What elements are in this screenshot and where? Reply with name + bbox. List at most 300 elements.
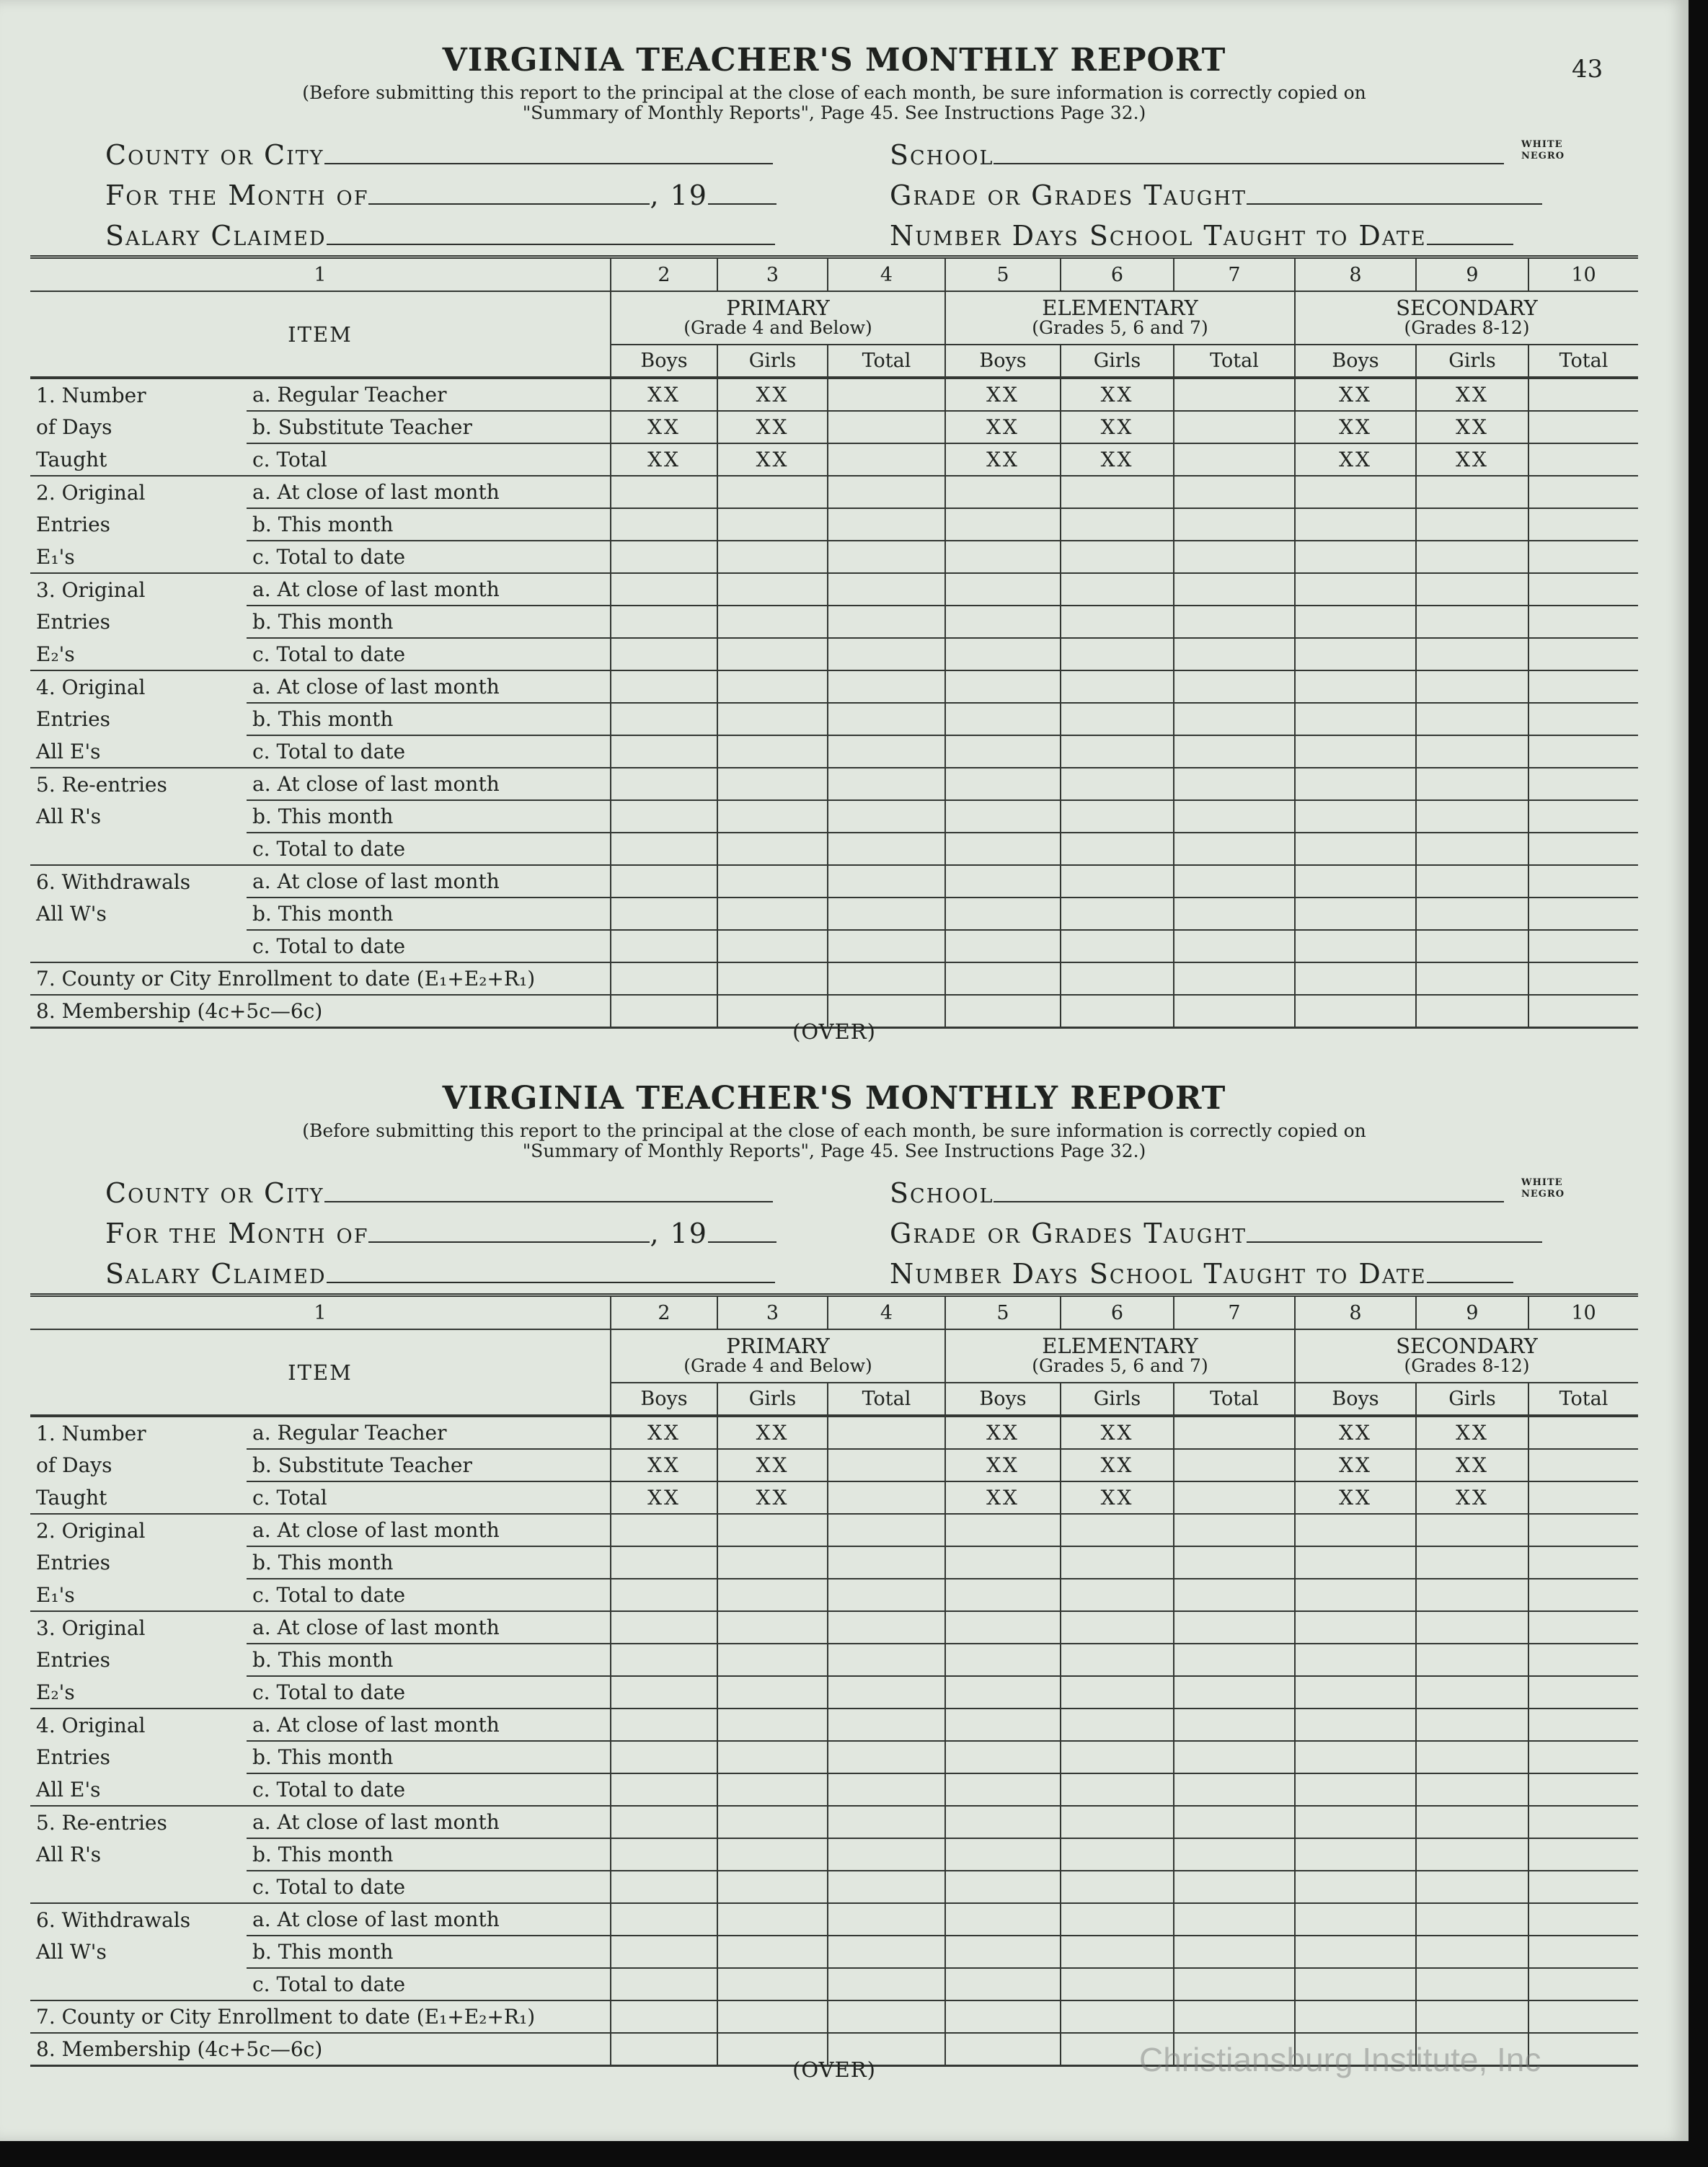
- cell-r2a-elementary-boys[interactable]: [945, 476, 1061, 508]
- cell-r5a-primary-total[interactable]: [828, 1806, 945, 1838]
- cell-r5b-secondary-girls[interactable]: [1416, 800, 1528, 833]
- cell-r6b-elementary-boys[interactable]: [945, 1936, 1061, 1968]
- cell-r6b-secondary-girls[interactable]: [1416, 1936, 1528, 1968]
- cell-r5b-primary-girls[interactable]: [717, 1838, 828, 1871]
- cell-r5a-primary-total[interactable]: [828, 768, 945, 800]
- cell-r2b-primary-boys[interactable]: [611, 508, 717, 541]
- cell-r4c-elementary-girls[interactable]: [1061, 735, 1174, 768]
- cell-r3a-primary-total[interactable]: [828, 573, 945, 606]
- cell-r7-primary-boys[interactable]: [611, 2000, 717, 2033]
- cell-r7-primary-boys[interactable]: [611, 962, 717, 995]
- cell-r6c-primary-total[interactable]: [828, 930, 945, 962]
- cell-r2b-primary-boys[interactable]: [611, 1546, 717, 1579]
- cell-r5c-elementary-girls[interactable]: [1061, 833, 1174, 865]
- cell-r3b-primary-girls[interactable]: [717, 1644, 828, 1676]
- cell-r4a-primary-girls[interactable]: [717, 670, 828, 703]
- cell-r7-secondary-girls[interactable]: [1416, 2000, 1528, 2033]
- cell-r1a-secondary-total[interactable]: [1528, 378, 1638, 411]
- white-option[interactable]: WHITE: [1521, 139, 1563, 150]
- cell-r3c-primary-boys[interactable]: [611, 1676, 717, 1709]
- cell-r5a-secondary-total[interactable]: [1528, 768, 1638, 800]
- cell-r2b-elementary-total[interactable]: [1174, 1546, 1295, 1579]
- cell-r7-primary-total[interactable]: [828, 2000, 945, 2033]
- cell-r4c-primary-girls[interactable]: [717, 735, 828, 768]
- cell-r5c-elementary-girls[interactable]: [1061, 1871, 1174, 1903]
- cell-r5c-primary-total[interactable]: [828, 1871, 945, 1903]
- cell-r1c-primary-total[interactable]: [828, 443, 945, 476]
- negro-option[interactable]: NEGRO: [1521, 1189, 1565, 1200]
- cell-r6c-primary-total[interactable]: [828, 1968, 945, 2000]
- cell-r6b-primary-total[interactable]: [828, 1936, 945, 1968]
- days-field[interactable]: [890, 220, 1513, 252]
- cell-r6b-primary-boys[interactable]: [611, 1936, 717, 1968]
- cell-r6c-primary-girls[interactable]: [717, 930, 828, 962]
- cell-r5c-secondary-total[interactable]: [1528, 1871, 1638, 1903]
- cell-r3c-elementary-girls[interactable]: [1061, 638, 1174, 670]
- cell-r2a-secondary-boys[interactable]: [1295, 476, 1416, 508]
- cell-r5c-secondary-boys[interactable]: [1295, 1871, 1416, 1903]
- cell-r2b-elementary-boys[interactable]: [945, 1546, 1061, 1579]
- cell-r6a-secondary-boys[interactable]: [1295, 1903, 1416, 1936]
- cell-r5b-elementary-total[interactable]: [1174, 800, 1295, 833]
- cell-r1b-elementary-total[interactable]: [1174, 1449, 1295, 1481]
- cell-r4a-elementary-total[interactable]: [1174, 670, 1295, 703]
- cell-r4b-primary-boys[interactable]: [611, 703, 717, 735]
- cell-r4a-secondary-girls[interactable]: [1416, 670, 1528, 703]
- cell-r4a-elementary-girls[interactable]: [1061, 1709, 1174, 1741]
- cell-r6a-primary-boys[interactable]: [611, 865, 717, 898]
- cell-r6b-elementary-total[interactable]: [1174, 1936, 1295, 1968]
- cell-r3a-secondary-boys[interactable]: [1295, 573, 1416, 606]
- cell-r4c-elementary-girls[interactable]: [1061, 1773, 1174, 1806]
- cell-r6c-primary-boys[interactable]: [611, 930, 717, 962]
- cell-r2c-primary-boys[interactable]: [611, 541, 717, 573]
- cell-r5c-primary-girls[interactable]: [717, 1871, 828, 1903]
- cell-r2c-elementary-boys[interactable]: [945, 541, 1061, 573]
- cell-r6b-secondary-total[interactable]: [1528, 1936, 1638, 1968]
- cell-r3a-elementary-total[interactable]: [1174, 573, 1295, 606]
- cell-r3a-primary-girls[interactable]: [717, 1611, 828, 1644]
- cell-r2b-primary-total[interactable]: [828, 508, 945, 541]
- cell-r3b-secondary-total[interactable]: [1528, 606, 1638, 638]
- cell-r5a-elementary-girls[interactable]: [1061, 1806, 1174, 1838]
- cell-r2c-elementary-girls[interactable]: [1061, 1579, 1174, 1611]
- cell-r2c-secondary-boys[interactable]: [1295, 541, 1416, 573]
- cell-r5a-secondary-girls[interactable]: [1416, 768, 1528, 800]
- cell-r4a-elementary-girls[interactable]: [1061, 670, 1174, 703]
- cell-r2a-primary-total[interactable]: [828, 476, 945, 508]
- cell-r2b-primary-total[interactable]: [828, 1546, 945, 1579]
- county-field[interactable]: [105, 1177, 773, 1209]
- cell-r6a-elementary-total[interactable]: [1174, 865, 1295, 898]
- salary-input-line[interactable]: [327, 222, 775, 245]
- cell-r7-secondary-total[interactable]: [1528, 962, 1638, 995]
- cell-r7-elementary-boys[interactable]: [945, 2000, 1061, 2033]
- cell-r2c-secondary-boys[interactable]: [1295, 1579, 1416, 1611]
- cell-r6c-secondary-boys[interactable]: [1295, 1968, 1416, 2000]
- cell-r2a-primary-girls[interactable]: [717, 476, 828, 508]
- cell-r2c-primary-girls[interactable]: [717, 1579, 828, 1611]
- cell-r3b-elementary-girls[interactable]: [1061, 1644, 1174, 1676]
- cell-r5b-elementary-total[interactable]: [1174, 1838, 1295, 1871]
- cell-r3b-secondary-total[interactable]: [1528, 1644, 1638, 1676]
- grades-field[interactable]: [890, 180, 1542, 211]
- cell-r3c-primary-boys[interactable]: [611, 638, 717, 670]
- cell-r5b-primary-total[interactable]: [828, 1838, 945, 1871]
- cell-r3a-primary-boys[interactable]: [611, 1611, 717, 1644]
- cell-r4a-primary-total[interactable]: [828, 1709, 945, 1741]
- cell-r3c-secondary-girls[interactable]: [1416, 638, 1528, 670]
- school-field[interactable]: [890, 139, 1504, 171]
- cell-r4b-primary-total[interactable]: [828, 1741, 945, 1773]
- cell-r5a-elementary-girls[interactable]: [1061, 768, 1174, 800]
- negro-option[interactable]: NEGRO: [1521, 151, 1565, 161]
- county-input-line[interactable]: [324, 1179, 773, 1202]
- cell-r5b-primary-boys[interactable]: [611, 800, 717, 833]
- cell-r2a-secondary-girls[interactable]: [1416, 476, 1528, 508]
- cell-r3c-primary-total[interactable]: [828, 638, 945, 670]
- cell-r5c-secondary-girls[interactable]: [1416, 1871, 1528, 1903]
- cell-r1c-elementary-total[interactable]: [1174, 1481, 1295, 1514]
- cell-r1b-primary-total[interactable]: [828, 1449, 945, 1481]
- cell-r5c-secondary-total[interactable]: [1528, 833, 1638, 865]
- cell-r3b-elementary-boys[interactable]: [945, 606, 1061, 638]
- cell-r2c-elementary-total[interactable]: [1174, 1579, 1295, 1611]
- cell-r3b-primary-boys[interactable]: [611, 606, 717, 638]
- cell-r5c-secondary-boys[interactable]: [1295, 833, 1416, 865]
- cell-r3a-primary-boys[interactable]: [611, 573, 717, 606]
- cell-r1b-secondary-total[interactable]: [1528, 1449, 1638, 1481]
- cell-r4c-secondary-boys[interactable]: [1295, 735, 1416, 768]
- cell-r3a-elementary-girls[interactable]: [1061, 1611, 1174, 1644]
- cell-r3c-primary-girls[interactable]: [717, 638, 828, 670]
- school-input-line[interactable]: [994, 141, 1504, 164]
- cell-r4c-elementary-total[interactable]: [1174, 735, 1295, 768]
- cell-r1b-primary-total[interactable]: [828, 411, 945, 443]
- cell-r5a-elementary-boys[interactable]: [945, 768, 1061, 800]
- cell-r1c-secondary-total[interactable]: [1528, 1481, 1638, 1514]
- days-input-line[interactable]: [1427, 222, 1513, 245]
- cell-r3a-elementary-total[interactable]: [1174, 1611, 1295, 1644]
- cell-r4b-elementary-boys[interactable]: [945, 703, 1061, 735]
- cell-r6c-elementary-total[interactable]: [1174, 1968, 1295, 2000]
- cell-r2b-elementary-boys[interactable]: [945, 508, 1061, 541]
- cell-r3c-primary-girls[interactable]: [717, 1676, 828, 1709]
- cell-r2a-primary-total[interactable]: [828, 1514, 945, 1546]
- county-field[interactable]: [105, 139, 773, 171]
- cell-r6a-elementary-boys[interactable]: [945, 865, 1061, 898]
- cell-r2b-elementary-girls[interactable]: [1061, 508, 1174, 541]
- cell-r4b-primary-boys[interactable]: [611, 1741, 717, 1773]
- cell-r2c-primary-total[interactable]: [828, 1579, 945, 1611]
- cell-r3c-secondary-girls[interactable]: [1416, 1676, 1528, 1709]
- cell-r3a-elementary-boys[interactable]: [945, 1611, 1061, 1644]
- cell-r5b-secondary-total[interactable]: [1528, 800, 1638, 833]
- cell-r6a-secondary-girls[interactable]: [1416, 865, 1528, 898]
- cell-r3a-secondary-total[interactable]: [1528, 573, 1638, 606]
- cell-r5a-secondary-total[interactable]: [1528, 1806, 1638, 1838]
- cell-r6a-elementary-boys[interactable]: [945, 1903, 1061, 1936]
- cell-r1a-elementary-total[interactable]: [1174, 378, 1295, 411]
- cell-r1c-primary-total[interactable]: [828, 1481, 945, 1514]
- cell-r5a-primary-girls[interactable]: [717, 1806, 828, 1838]
- cell-r6b-elementary-girls[interactable]: [1061, 1936, 1174, 1968]
- cell-r3c-primary-total[interactable]: [828, 1676, 945, 1709]
- cell-r4b-primary-girls[interactable]: [717, 703, 828, 735]
- school-field[interactable]: [890, 1177, 1504, 1209]
- cell-r3b-primary-total[interactable]: [828, 1644, 945, 1676]
- cell-r5b-primary-total[interactable]: [828, 800, 945, 833]
- cell-r3c-elementary-boys[interactable]: [945, 638, 1061, 670]
- cell-r2a-elementary-total[interactable]: [1174, 476, 1295, 508]
- cell-r5a-elementary-boys[interactable]: [945, 1806, 1061, 1838]
- cell-r5c-secondary-girls[interactable]: [1416, 833, 1528, 865]
- cell-r3c-elementary-total[interactable]: [1174, 1676, 1295, 1709]
- cell-r4b-elementary-boys[interactable]: [945, 1741, 1061, 1773]
- cell-r4a-elementary-total[interactable]: [1174, 1709, 1295, 1741]
- cell-r5c-elementary-boys[interactable]: [945, 833, 1061, 865]
- cell-r6c-primary-boys[interactable]: [611, 1968, 717, 2000]
- cell-r3b-primary-boys[interactable]: [611, 1644, 717, 1676]
- cell-r6a-primary-girls[interactable]: [717, 865, 828, 898]
- cell-r3b-elementary-total[interactable]: [1174, 606, 1295, 638]
- cell-r7-secondary-girls[interactable]: [1416, 962, 1528, 995]
- cell-r3a-primary-total[interactable]: [828, 1611, 945, 1644]
- cell-r3c-elementary-total[interactable]: [1174, 638, 1295, 670]
- cell-r4b-primary-total[interactable]: [828, 703, 945, 735]
- cell-r3c-secondary-total[interactable]: [1528, 638, 1638, 670]
- cell-r2c-secondary-girls[interactable]: [1416, 541, 1528, 573]
- cell-r6a-primary-total[interactable]: [828, 1903, 945, 1936]
- cell-r3b-secondary-boys[interactable]: [1295, 1644, 1416, 1676]
- cell-r5c-elementary-boys[interactable]: [945, 1871, 1061, 1903]
- cell-r4c-elementary-total[interactable]: [1174, 1773, 1295, 1806]
- salary-field[interactable]: [105, 220, 775, 252]
- cell-r6a-elementary-girls[interactable]: [1061, 1903, 1174, 1936]
- cell-r4a-elementary-boys[interactable]: [945, 670, 1061, 703]
- cell-r6a-primary-boys[interactable]: [611, 1903, 717, 1936]
- cell-r3c-secondary-total[interactable]: [1528, 1676, 1638, 1709]
- cell-r7-primary-girls[interactable]: [717, 2000, 828, 2033]
- cell-r7-secondary-boys[interactable]: [1295, 2000, 1416, 2033]
- cell-r5b-primary-boys[interactable]: [611, 1838, 717, 1871]
- month-field[interactable]: [105, 180, 776, 211]
- cell-r3b-secondary-girls[interactable]: [1416, 606, 1528, 638]
- race-options[interactable]: [1521, 139, 1565, 162]
- cell-r2b-primary-girls[interactable]: [717, 508, 828, 541]
- cell-r6c-secondary-boys[interactable]: [1295, 930, 1416, 962]
- cell-r2b-secondary-boys[interactable]: [1295, 1546, 1416, 1579]
- cell-r5b-elementary-girls[interactable]: [1061, 800, 1174, 833]
- grades-field[interactable]: [890, 1218, 1542, 1249]
- cell-r6c-elementary-girls[interactable]: [1061, 930, 1174, 962]
- year-input-line[interactable]: [708, 1220, 776, 1243]
- cell-r2c-elementary-girls[interactable]: [1061, 541, 1174, 573]
- cell-r3b-primary-total[interactable]: [828, 606, 945, 638]
- days-field[interactable]: [890, 1258, 1513, 1290]
- cell-r7-elementary-total[interactable]: [1174, 962, 1295, 995]
- cell-r4c-primary-boys[interactable]: [611, 1773, 717, 1806]
- cell-r4b-secondary-boys[interactable]: [1295, 1741, 1416, 1773]
- cell-r6c-elementary-total[interactable]: [1174, 930, 1295, 962]
- cell-r2a-primary-girls[interactable]: [717, 1514, 828, 1546]
- cell-r4a-secondary-total[interactable]: [1528, 670, 1638, 703]
- cell-r2c-primary-total[interactable]: [828, 541, 945, 573]
- cell-r6a-secondary-boys[interactable]: [1295, 865, 1416, 898]
- cell-r6b-secondary-girls[interactable]: [1416, 898, 1528, 930]
- cell-r4a-primary-boys[interactable]: [611, 1709, 717, 1741]
- cell-r4b-elementary-total[interactable]: [1174, 1741, 1295, 1773]
- cell-r3c-secondary-boys[interactable]: [1295, 1676, 1416, 1709]
- cell-r1a-elementary-total[interactable]: [1174, 1416, 1295, 1449]
- cell-r2a-secondary-total[interactable]: [1528, 476, 1638, 508]
- salary-input-line[interactable]: [327, 1260, 775, 1283]
- cell-r4c-elementary-boys[interactable]: [945, 735, 1061, 768]
- cell-r3c-elementary-boys[interactable]: [945, 1676, 1061, 1709]
- cell-r7-elementary-girls[interactable]: [1061, 2000, 1174, 2033]
- cell-r5a-primary-girls[interactable]: [717, 768, 828, 800]
- white-option[interactable]: WHITE: [1521, 1177, 1563, 1188]
- cell-r3a-elementary-girls[interactable]: [1061, 573, 1174, 606]
- cell-r6b-elementary-girls[interactable]: [1061, 898, 1174, 930]
- cell-r4b-secondary-total[interactable]: [1528, 1741, 1638, 1773]
- month-field[interactable]: [105, 1218, 776, 1249]
- cell-r3b-elementary-boys[interactable]: [945, 1644, 1061, 1676]
- cell-r6b-secondary-total[interactable]: [1528, 898, 1638, 930]
- cell-r5c-elementary-total[interactable]: [1174, 833, 1295, 865]
- cell-r5c-primary-total[interactable]: [828, 833, 945, 865]
- cell-r3a-secondary-boys[interactable]: [1295, 1611, 1416, 1644]
- cell-r4a-secondary-boys[interactable]: [1295, 670, 1416, 703]
- cell-r2b-elementary-girls[interactable]: [1061, 1546, 1174, 1579]
- cell-r2b-secondary-girls[interactable]: [1416, 508, 1528, 541]
- cell-r3b-secondary-boys[interactable]: [1295, 606, 1416, 638]
- cell-r4a-primary-girls[interactable]: [717, 1709, 828, 1741]
- cell-r5a-secondary-girls[interactable]: [1416, 1806, 1528, 1838]
- cell-r5a-elementary-total[interactable]: [1174, 768, 1295, 800]
- cell-r6a-primary-girls[interactable]: [717, 1903, 828, 1936]
- cell-r5b-secondary-girls[interactable]: [1416, 1838, 1528, 1871]
- cell-r4c-secondary-total[interactable]: [1528, 1773, 1638, 1806]
- cell-r6b-primary-girls[interactable]: [717, 1936, 828, 1968]
- cell-r3b-secondary-girls[interactable]: [1416, 1644, 1528, 1676]
- cell-r7-primary-total[interactable]: [828, 962, 945, 995]
- cell-r6b-primary-girls[interactable]: [717, 898, 828, 930]
- cell-r2a-secondary-total[interactable]: [1528, 1514, 1638, 1546]
- cell-r6c-primary-girls[interactable]: [717, 1968, 828, 2000]
- cell-r6a-secondary-girls[interactable]: [1416, 1903, 1528, 1936]
- cell-r3b-elementary-girls[interactable]: [1061, 606, 1174, 638]
- cell-r3b-primary-girls[interactable]: [717, 606, 828, 638]
- cell-r3c-secondary-boys[interactable]: [1295, 638, 1416, 670]
- cell-r4b-elementary-total[interactable]: [1174, 703, 1295, 735]
- cell-r5a-primary-boys[interactable]: [611, 768, 717, 800]
- cell-r3a-secondary-girls[interactable]: [1416, 1611, 1528, 1644]
- cell-r6c-elementary-boys[interactable]: [945, 1968, 1061, 2000]
- cell-r1a-secondary-total[interactable]: [1528, 1416, 1638, 1449]
- cell-r2a-secondary-girls[interactable]: [1416, 1514, 1528, 1546]
- cell-r1a-primary-total[interactable]: [828, 1416, 945, 1449]
- cell-r4c-secondary-girls[interactable]: [1416, 735, 1528, 768]
- cell-r7-elementary-total[interactable]: [1174, 2000, 1295, 2033]
- cell-r6a-elementary-girls[interactable]: [1061, 865, 1174, 898]
- cell-r1b-secondary-total[interactable]: [1528, 411, 1638, 443]
- cell-r5a-elementary-total[interactable]: [1174, 1806, 1295, 1838]
- salary-field[interactable]: [105, 1258, 775, 1290]
- cell-r4c-secondary-total[interactable]: [1528, 735, 1638, 768]
- cell-r2b-secondary-boys[interactable]: [1295, 508, 1416, 541]
- cell-r4c-primary-girls[interactable]: [717, 1773, 828, 1806]
- cell-r2b-secondary-total[interactable]: [1528, 508, 1638, 541]
- cell-r2c-secondary-girls[interactable]: [1416, 1579, 1528, 1611]
- cell-r6a-secondary-total[interactable]: [1528, 865, 1638, 898]
- cell-r2b-elementary-total[interactable]: [1174, 508, 1295, 541]
- cell-r2c-elementary-total[interactable]: [1174, 541, 1295, 573]
- cell-r6a-secondary-total[interactable]: [1528, 1903, 1638, 1936]
- cell-r7-elementary-boys[interactable]: [945, 962, 1061, 995]
- cell-r2b-secondary-girls[interactable]: [1416, 1546, 1528, 1579]
- cell-r2a-primary-boys[interactable]: [611, 476, 717, 508]
- cell-r4b-elementary-girls[interactable]: [1061, 703, 1174, 735]
- cell-r4c-elementary-boys[interactable]: [945, 1773, 1061, 1806]
- cell-r3c-elementary-girls[interactable]: [1061, 1676, 1174, 1709]
- cell-r4a-elementary-boys[interactable]: [945, 1709, 1061, 1741]
- cell-r4c-primary-total[interactable]: [828, 735, 945, 768]
- cell-r5b-secondary-boys[interactable]: [1295, 1838, 1416, 1871]
- cell-r4b-primary-girls[interactable]: [717, 1741, 828, 1773]
- cell-r1b-elementary-total[interactable]: [1174, 411, 1295, 443]
- cell-r2a-primary-boys[interactable]: [611, 1514, 717, 1546]
- grades-input-line[interactable]: [1247, 1220, 1542, 1243]
- cell-r5a-secondary-boys[interactable]: [1295, 768, 1416, 800]
- cell-r7-elementary-girls[interactable]: [1061, 962, 1174, 995]
- cell-r6c-secondary-total[interactable]: [1528, 930, 1638, 962]
- cell-r3a-secondary-total[interactable]: [1528, 1611, 1638, 1644]
- cell-r6b-elementary-total[interactable]: [1174, 898, 1295, 930]
- cell-r6a-elementary-total[interactable]: [1174, 1903, 1295, 1936]
- cell-r3a-primary-girls[interactable]: [717, 573, 828, 606]
- cell-r6c-secondary-girls[interactable]: [1416, 1968, 1528, 2000]
- cell-r6b-primary-boys[interactable]: [611, 898, 717, 930]
- cell-r3a-secondary-girls[interactable]: [1416, 573, 1528, 606]
- cell-r5b-elementary-girls[interactable]: [1061, 1838, 1174, 1871]
- cell-r3a-elementary-boys[interactable]: [945, 573, 1061, 606]
- cell-r5c-elementary-total[interactable]: [1174, 1871, 1295, 1903]
- cell-r2c-primary-boys[interactable]: [611, 1579, 717, 1611]
- cell-r2c-elementary-boys[interactable]: [945, 1579, 1061, 1611]
- cell-r2a-elementary-girls[interactable]: [1061, 1514, 1174, 1546]
- month-input-line[interactable]: [368, 182, 650, 205]
- cell-r4b-secondary-girls[interactable]: [1416, 703, 1528, 735]
- cell-r4a-primary-boys[interactable]: [611, 670, 717, 703]
- cell-r6c-secondary-total[interactable]: [1528, 1968, 1638, 2000]
- cell-r5b-elementary-boys[interactable]: [945, 1838, 1061, 1871]
- cell-r7-secondary-total[interactable]: [1528, 2000, 1638, 2033]
- cell-r4c-secondary-girls[interactable]: [1416, 1773, 1528, 1806]
- cell-r6b-secondary-boys[interactable]: [1295, 1936, 1416, 1968]
- cell-r6c-elementary-girls[interactable]: [1061, 1968, 1174, 2000]
- cell-r5c-primary-girls[interactable]: [717, 833, 828, 865]
- cell-r4a-secondary-girls[interactable]: [1416, 1709, 1528, 1741]
- cell-r2c-secondary-total[interactable]: [1528, 1579, 1638, 1611]
- cell-r4c-primary-total[interactable]: [828, 1773, 945, 1806]
- cell-r1c-elementary-total[interactable]: [1174, 443, 1295, 476]
- cell-r2b-primary-girls[interactable]: [717, 1546, 828, 1579]
- cell-r1a-primary-total[interactable]: [828, 378, 945, 411]
- cell-r4b-secondary-total[interactable]: [1528, 703, 1638, 735]
- cell-r4b-secondary-boys[interactable]: [1295, 703, 1416, 735]
- cell-r5c-primary-boys[interactable]: [611, 1871, 717, 1903]
